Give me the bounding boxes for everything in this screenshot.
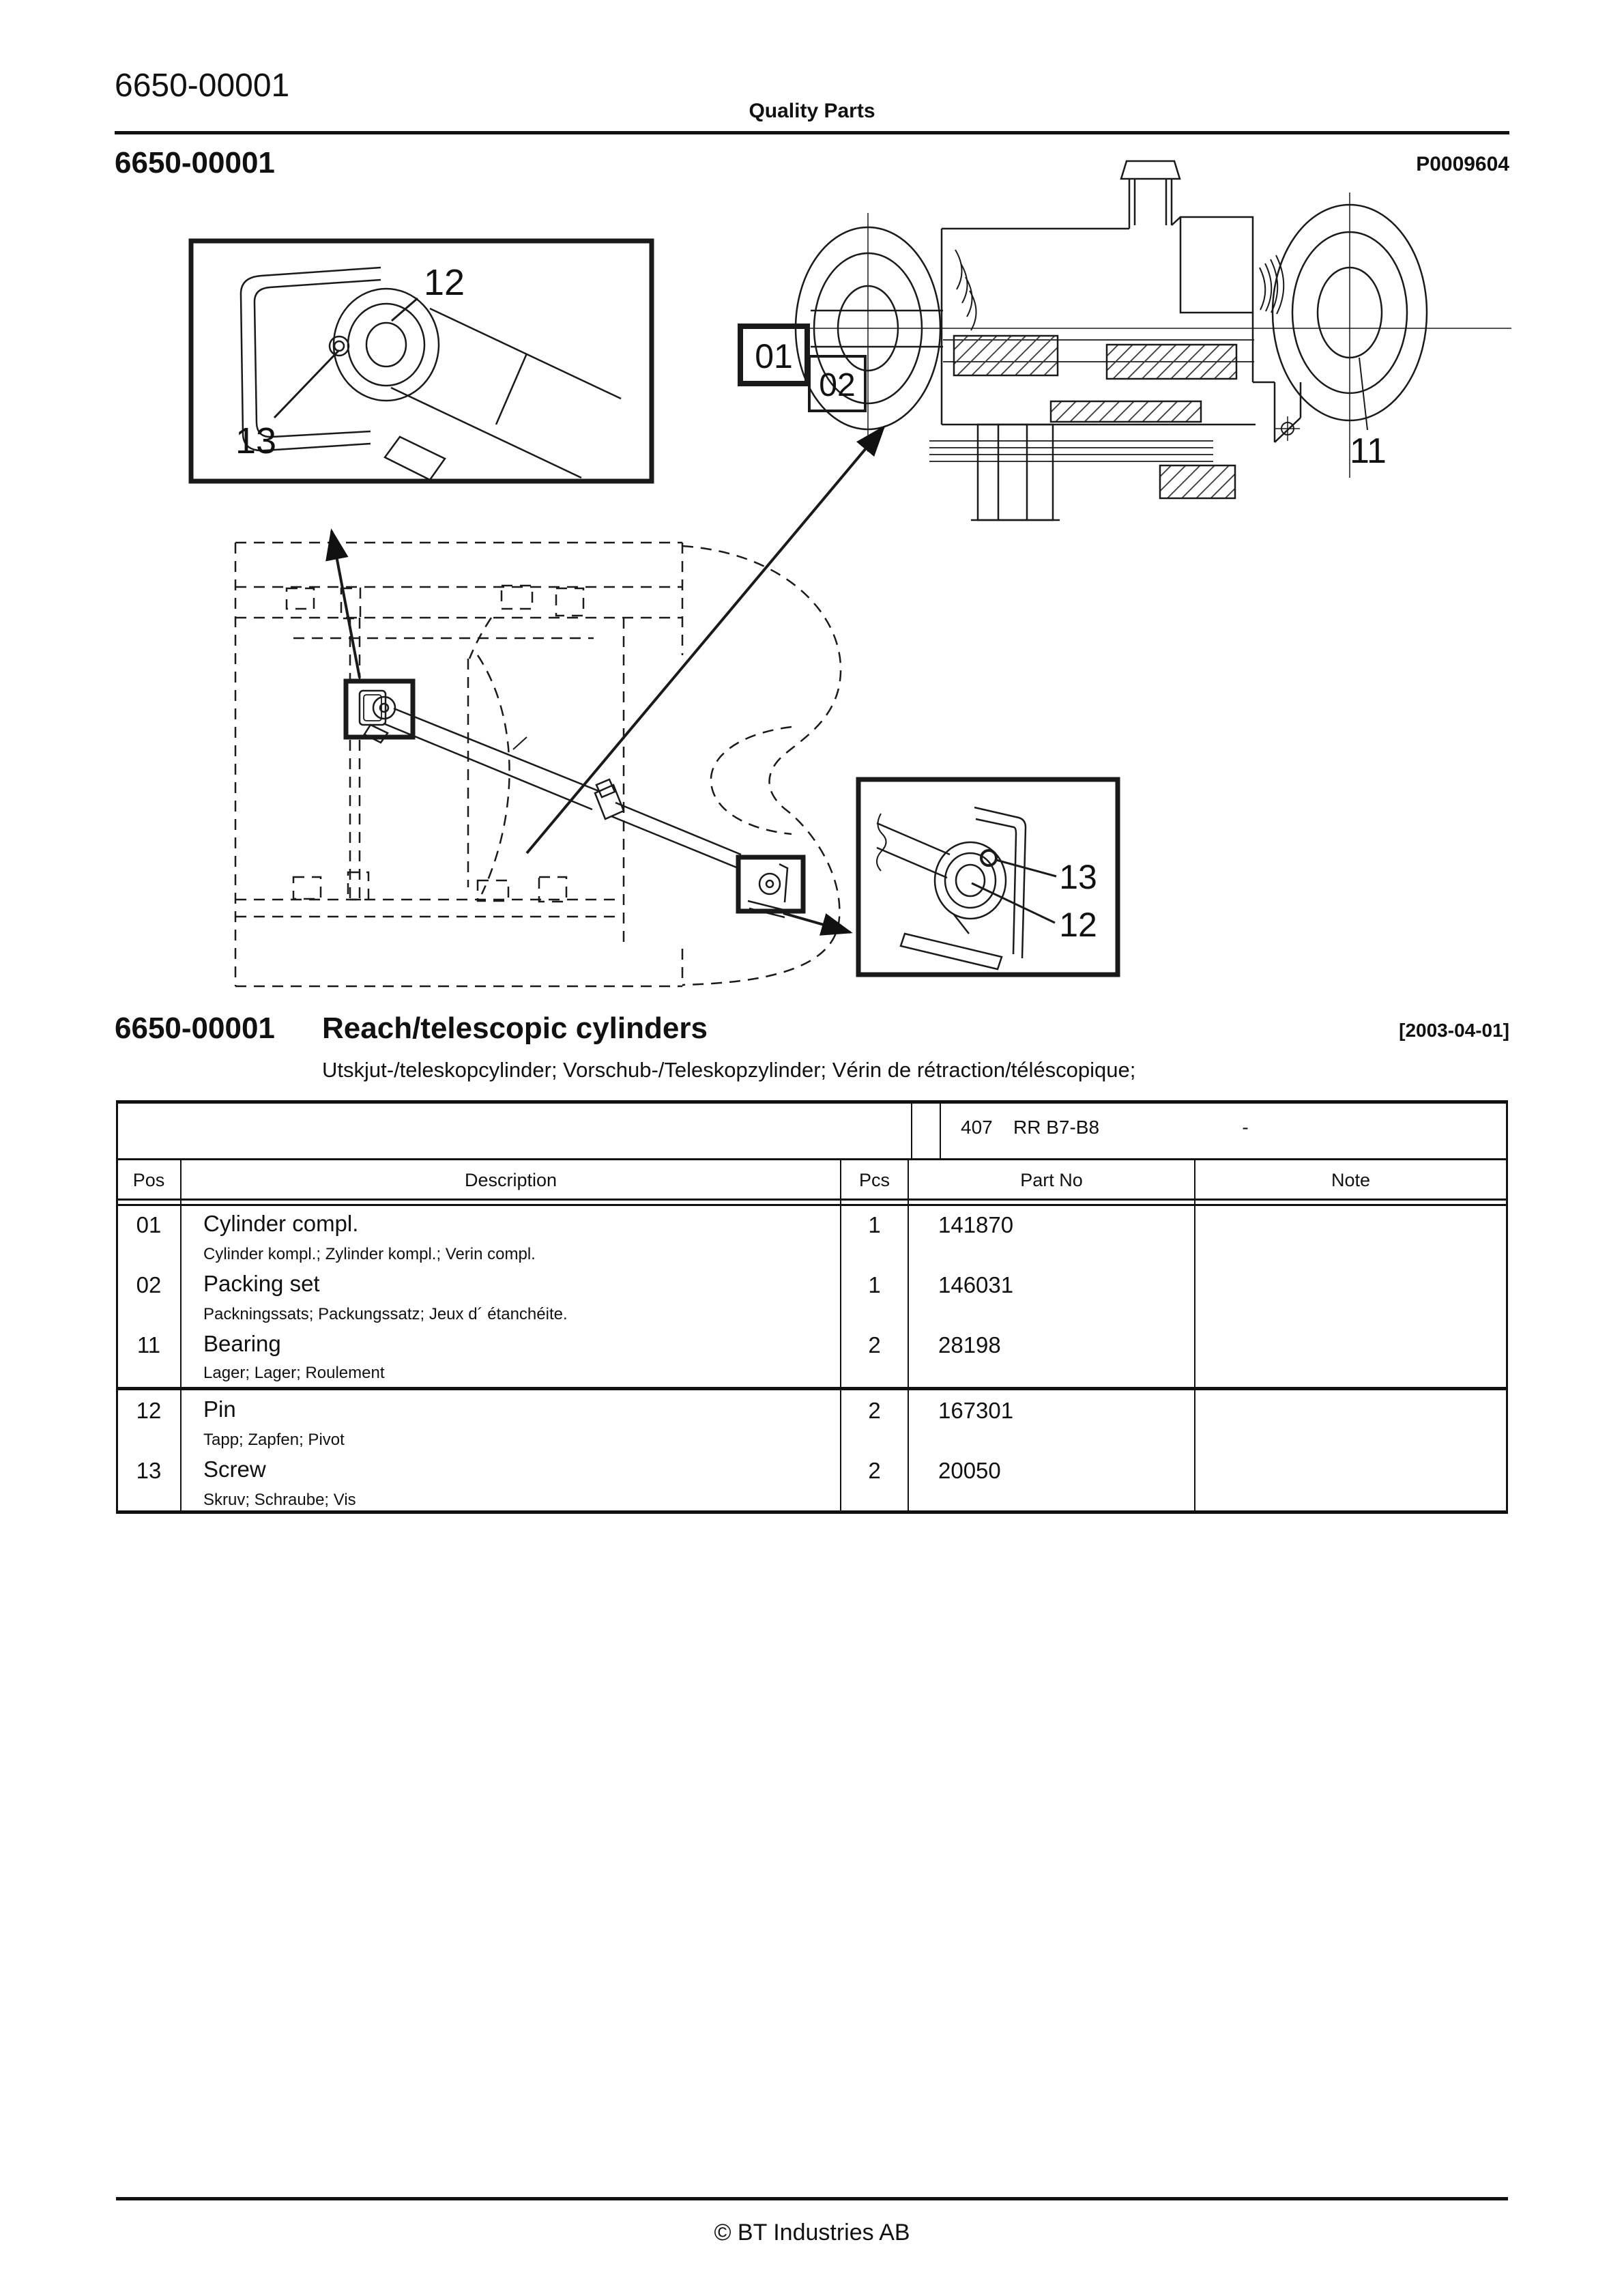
parts-diagram: [0, 0, 1624, 1024]
figure-ref: P0009604: [1416, 153, 1509, 175]
callout-inset1-screw: 13: [235, 420, 277, 461]
leader-inset1-screw: [274, 350, 339, 418]
cylinder-in-truck: [383, 708, 741, 868]
doc-number-top: 6650-00001: [115, 68, 290, 104]
section-subtitle: Utskjut-/teleskopcylinder; Vorschub-/Teleskopzylinder; Vérin de rétraction/téléscopique;: [322, 1058, 1136, 1082]
section-number: 6650-00001: [115, 1011, 275, 1045]
callout-inset2-screw: 13: [1059, 858, 1097, 896]
arrow-to-inset1: [332, 531, 360, 678]
col-header-pcs: Pcs: [858, 1170, 890, 1190]
footer-rule: [116, 2197, 1508, 2200]
footer-copyright: © BT Industries AB: [714, 2220, 910, 2245]
mount-box-lower: [738, 857, 803, 917]
section-date: [2003-04-01]: [1399, 1020, 1509, 1041]
brand-title: Quality Parts: [749, 100, 875, 122]
callout-cylinder: 01: [755, 337, 793, 375]
arrow-to-assembly: [527, 427, 884, 853]
callout-inset2-pin: 12: [1059, 906, 1097, 944]
arrow-to-inset2: [783, 913, 850, 932]
section-title: Reach/telescopic cylinders: [322, 1011, 708, 1045]
col-header-partno: Part No: [1020, 1170, 1083, 1190]
model-name: RR B7-B8: [1013, 1117, 1100, 1138]
col-header-note: Note: [1331, 1170, 1371, 1190]
truck-outline-dashed: [235, 543, 841, 986]
group-separator: [116, 1387, 1508, 1390]
catalog-page: 6650-00001 Quality Parts 6650-00001 P0009604 12 13 01 02 11 13 12 6650-00001 Reach/telescopic cylinders [2003-04-01] Utskjut-/teleskopcylinder; Vorschub-/Teleskopzylinder; Vérin de rétraction/téléscopique; 407 RR B7-B8 - Pos Description Pcs Part No Note 01 Cylinder compl. Cylinder kompl.; Zylinder kompl.; Verin compl. 1 141870 02 Packing set Packningssats; Packungssatz; Jeux d´ étanchéite. 1 146031 11 Bearing Lager; Lager; Roulement 2 28198 12 Pin Tapp; Zapfen; Pivot 2 167301 13 Screw Skruv; Schraube; Vis 2 20050 © BT Industries AB: [0, 0, 1624, 2296]
callout-packing: 02: [819, 367, 856, 403]
main-assembly-drawing: [740, 161, 1511, 520]
model-serial: -: [1242, 1117, 1249, 1138]
doc-number-section: 6650-00001: [115, 146, 275, 180]
col-header-description: Description: [464, 1170, 557, 1190]
callout-inset1-pin: 12: [423, 262, 465, 303]
callout-bearing: 11: [1350, 431, 1387, 471]
col-header-pos: Pos: [132, 1170, 165, 1190]
model-code: 407: [961, 1117, 993, 1138]
